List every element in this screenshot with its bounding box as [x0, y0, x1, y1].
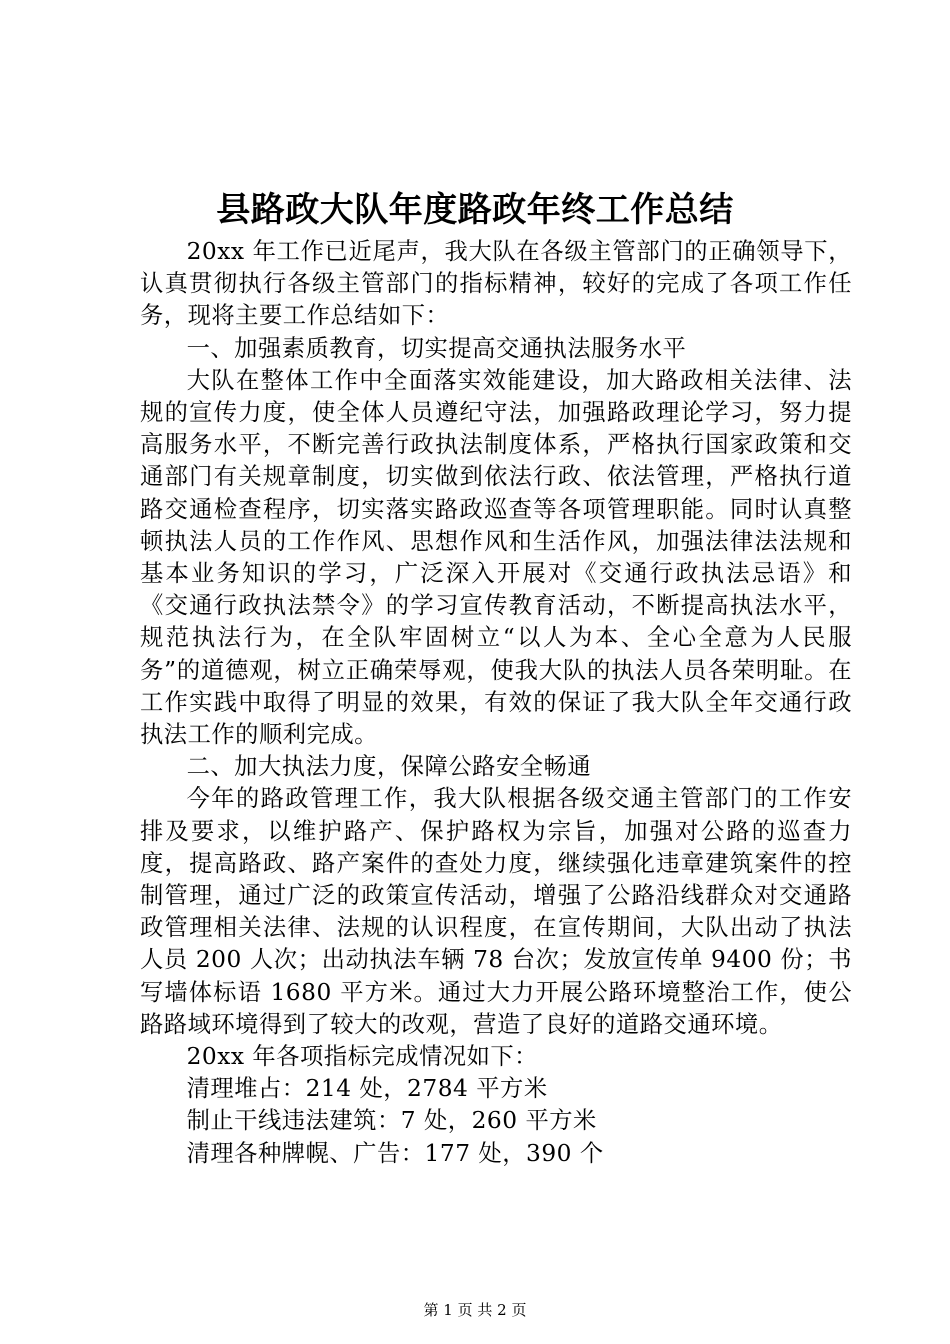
document-title: 县路政大队年度路政年终工作总结 [216, 190, 734, 230]
section-heading-2: 二、加大执法力度，保障公路安全畅通 [186, 753, 592, 781]
paragraph-section-2: 今年的路政管理工作，我大队根据各级交通主管部门的工作安排及要求，以维护路产、保护路权为宗旨，加强对公路的巡查力度，提高路政、路产案件的查处力度，继续强化违章建筑案件的控制管理，通过广泛的政策宣传活动，增强了公路沿线群众对交通路政管理相关法律、法规的认识程度，在宣传期间，大队出动了执法人员 200 人次；出动执法车辆 78 台次；发放宣传单 9400 份；书写墙体标语 1680 平方米。通过大力开展公路环境整治工作，使公路路域环境得到了较大的改观，营造了良好的道路交通环境。 [140, 785, 852, 1038]
document-body [140, 236, 852, 1170]
indicator-item: 制止干线违法建筑：7 处，260 平方米 [186, 1107, 597, 1135]
section-heading-1: 一、加强素质教育，切实提高交通执法服务水平 [186, 334, 687, 362]
indicator-intro: 20xx 年各项指标完成情况如下： [186, 1043, 538, 1071]
paragraph-section-1: 大队在整体工作中全面落实效能建设，加大路政相关法律、法规的宣传力度，使全体人员遵纪守法，加强路政理论学习，努力提高服务水平，不断完善行政执法制度体系，严格执行国家政策和交通部门有关规章制度，切实做到依法行政、依法管理，严格执行道路交通检查程序，切实落实路政巡查等各项管理职能。同时认真整顿执法人员的工作作风、思想作风和生活作风，加强法律法法规和基本业务知识的学习，广泛深入开展对《交通行政执法忌语》和《交通行政执法禁令》的学习宣传教育活动，不断提高执法水平，规范执法行为，在全队牢固树立“以人为本、全心全意为人民服务”的道德观，树立正确荣辱观，使我大队的执法人员各荣明耻。在工作实践中取得了明显的效果，有效的保证了我大队全年交通行政执法工作的顺利完成。 [140, 366, 852, 749]
paragraph-intro: 20xx 年工作已近尾声，我大队在各级主管部门的正确领导下，认真贯彻执行各级主管部门的指标精神，较好的完成了各项工作任务，现将主要工作总结如下： [140, 238, 852, 330]
indicator-item: 清理各种牌幌、广告：177 处，390 个 [186, 1139, 604, 1167]
page-footer: 第 1 页 共 2 页 [423, 1301, 527, 1319]
indicator-item: 清理堆占：214 处，2784 平方米 [186, 1075, 548, 1103]
